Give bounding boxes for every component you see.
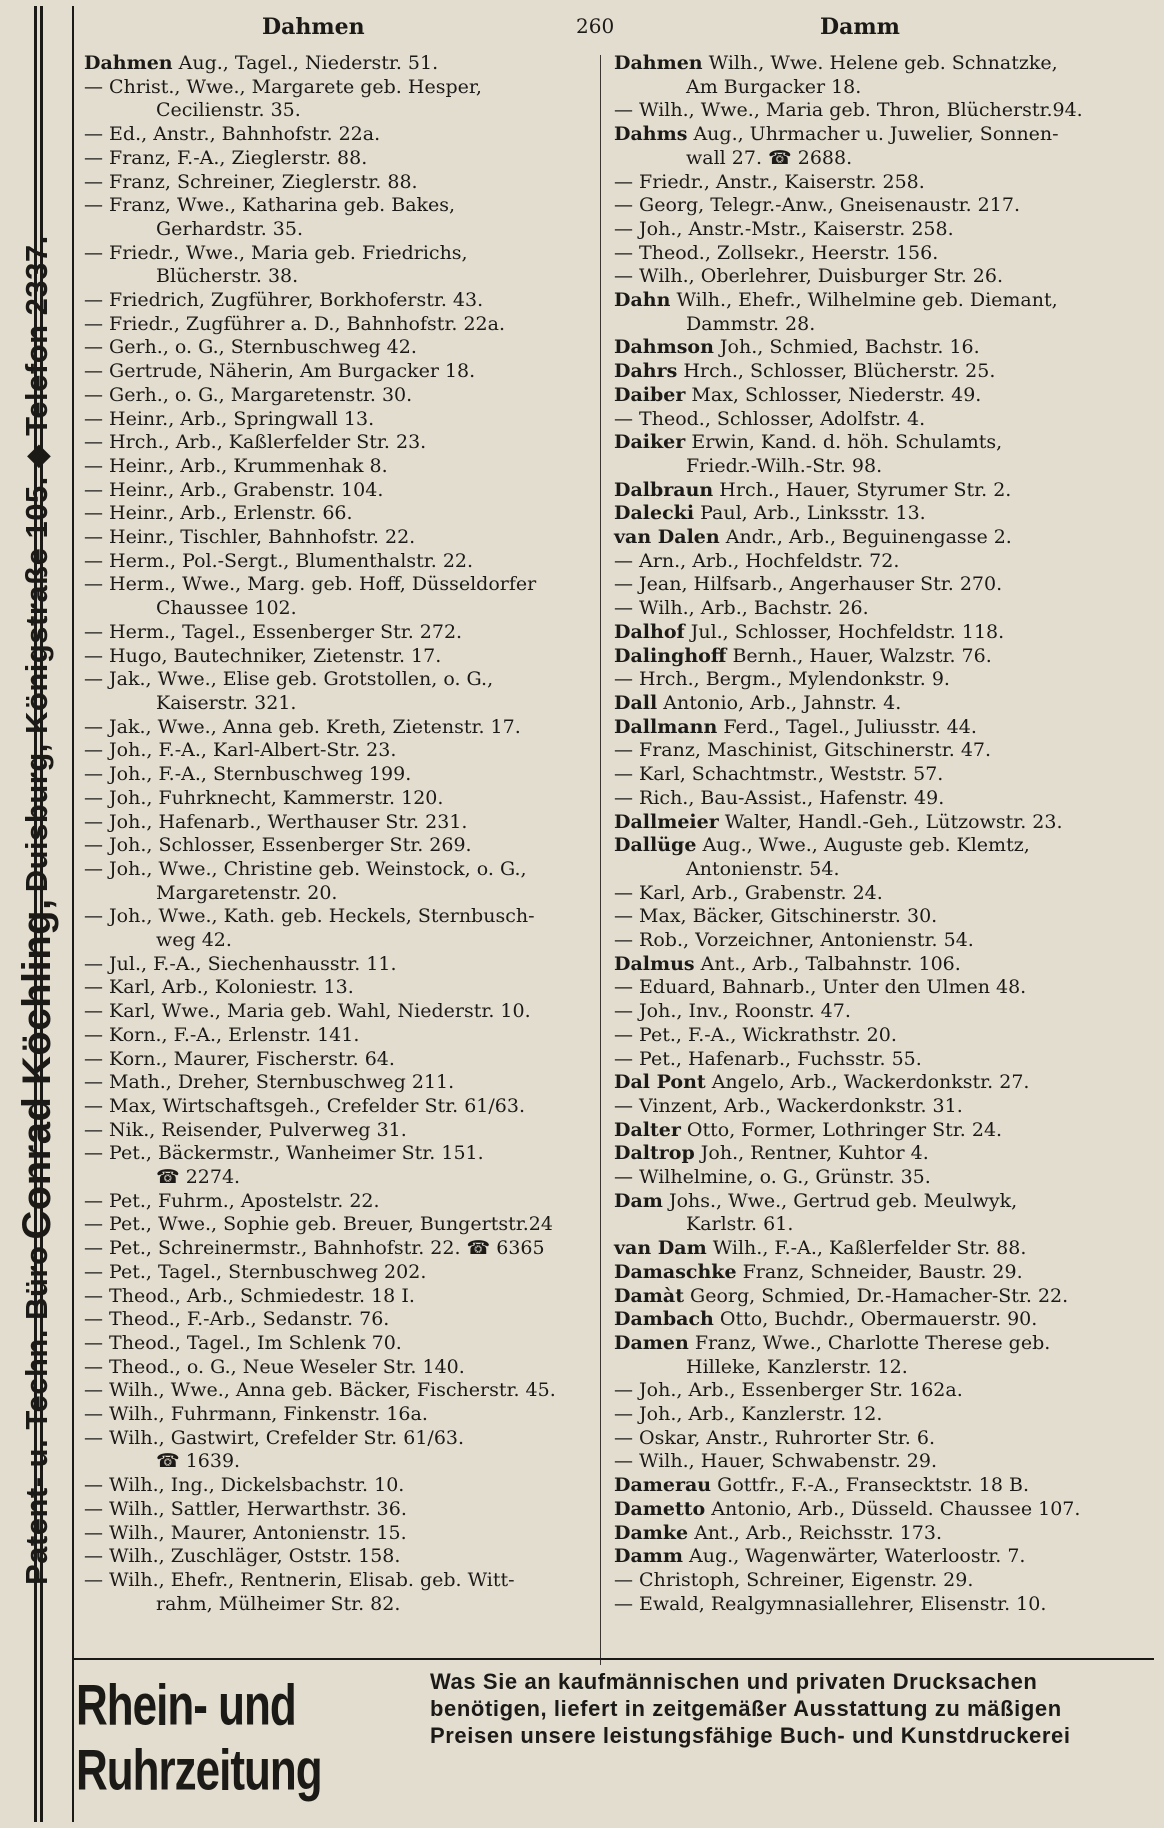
- entry-continuation: Gerhardstr. 35.: [156, 217, 303, 240]
- directory-entry: [84, 1119, 584, 1143]
- page-number: 260: [576, 14, 615, 38]
- entry-line: — Pet., Bäckermstr., Wanheimer Str. 151.: [84, 1142, 484, 1165]
- directory-entry: [84, 194, 584, 241]
- entry-line: Dalhof Jul., Schlosser, Hochfeldstr. 118.: [614, 620, 1005, 643]
- directory-entry: [614, 1569, 1154, 1593]
- directory-entry: [614, 929, 1154, 953]
- entry-line: Dahn Wilh., Ehefr., Wilhelmine geb. Diemant,: [614, 289, 1058, 312]
- directory-entry: [84, 147, 584, 171]
- entry-line: — Hrch., Arb., Kaßlerfelder Str. 23.: [84, 431, 427, 454]
- directory-entry: [84, 384, 584, 408]
- directory-entry: [614, 1522, 1154, 1546]
- directory-entry: [614, 479, 1154, 503]
- entry-line: van Dam Wilh., F.-A., Kaßlerfelder Str. 88.: [614, 1237, 1027, 1260]
- directory-entry: [84, 1379, 584, 1403]
- entry-line: — Wilh., Ehefr., Rentnerin, Elisab. geb. Witt-: [84, 1569, 515, 1591]
- entry-line: — Christoph, Schreiner, Eigenstr. 29.: [614, 1569, 974, 1591]
- entry-line: Daiber Max, Schlosser, Niederstr. 49.: [614, 383, 982, 406]
- entry-line: Damen Franz, Wwe., Charlotte Therese geb.: [614, 1331, 1051, 1354]
- entry-line: — Joh., Inv., Roonstr. 47.: [614, 1000, 851, 1023]
- directory-entry: [84, 479, 584, 503]
- entry-line: — Joh., Fuhrknecht, Kammerstr. 120.: [84, 786, 444, 809]
- directory-entry: [614, 336, 1154, 360]
- entry-line: — Jak., Wwe., Elise geb. Grotstollen, o. G.,: [84, 668, 494, 691]
- directory-entry: [614, 218, 1154, 242]
- directory-entry: [84, 811, 584, 835]
- directory-entry: [84, 645, 584, 669]
- directory-entry: [614, 1142, 1154, 1166]
- side-advertisement: [0, 0, 76, 1828]
- directory-entry: [84, 336, 584, 360]
- directory-entry: [84, 1285, 584, 1309]
- entry-line: Dallmeier Walter, Handl.-Geh., Lützowstr. 23.: [614, 810, 1063, 833]
- entry-line: — Joh., Wwe., Kath. geb. Heckels, Sternbusch-: [84, 905, 535, 928]
- entry-line: — Franz, Maschinist, Gitschinerstr. 47.: [614, 739, 992, 762]
- entry-line: Dahms Aug., Uhrmacher u. Juwelier, Sonnen-: [614, 123, 1059, 146]
- entry-line: — Wilh., Wwe., Anna geb. Bäcker, Fischerstr. 45.: [84, 1379, 556, 1402]
- entry-continuation: Cecilienstr. 35.: [156, 99, 301, 122]
- entry-line: — Pet., Fuhrm., Apostelstr. 22.: [84, 1189, 380, 1212]
- directory-entry: [84, 1427, 584, 1474]
- newspaper-logo: Rhein- und Ruhrzeitung: [76, 1674, 322, 1803]
- entry-line: Dametto Antonio, Arb., Düsseld. Chaussee 107.: [614, 1497, 1081, 1520]
- entry-continuation: Dammstr. 28.: [686, 312, 816, 335]
- directory-entry: [84, 1498, 584, 1522]
- entry-line: Daltrop Joh., Rentner, Kuhtor 4.: [614, 1142, 929, 1165]
- entry-line: Damke Ant., Arb., Reichsstr. 173.: [614, 1521, 943, 1544]
- directory-entry: [614, 597, 1154, 621]
- entry-line: — Eduard, Bahnarb., Unter den Ulmen 48.: [614, 976, 1027, 999]
- directory-entry: [84, 834, 584, 858]
- left-column: [84, 52, 584, 1616]
- directory-entry: [84, 1545, 584, 1569]
- directory-entry: [614, 384, 1154, 408]
- directory-entry: [84, 360, 584, 384]
- entry-line: Dalmus Ant., Arb., Talbahnstr. 106.: [614, 952, 961, 975]
- side-ad-address: Duisburg, Königstraße 105.: [19, 476, 54, 893]
- entry-line: — Friedr., Anstr., Kaiserstr. 258.: [614, 170, 925, 193]
- entry-continuation: ☎ 2274.: [156, 1166, 241, 1189]
- entry-line: — Heinr., Arb., Erlenstr. 66.: [84, 502, 353, 525]
- directory-entry: [84, 668, 584, 715]
- directory-entry: [84, 953, 584, 977]
- entry-line: — Pet., F.-A., Wickrathstr. 20.: [614, 1023, 897, 1046]
- entry-line: Dalter Otto, Former, Lothringer Str. 24.: [614, 1118, 1003, 1141]
- entry-line: Dambach Otto, Buchdr., Obermauerstr. 90.: [614, 1308, 1038, 1331]
- entry-line: — Wilh., Hauer, Schwabenstr. 29.: [614, 1450, 937, 1473]
- directory-entry: [614, 692, 1154, 716]
- entry-line: — Herm., Pol.-Sergt., Blumenthalstr. 22.: [84, 549, 474, 572]
- entry-line: — Rob., Vorzeichner, Antonienstr. 54.: [614, 929, 974, 952]
- directory-entry: [614, 1450, 1154, 1474]
- entry-line: — Theod., Zollsekr., Heerstr. 156.: [614, 241, 939, 264]
- directory-entry: [614, 1427, 1154, 1451]
- entry-line: — Gerh., o. G., Margaretenstr. 30.: [84, 383, 413, 406]
- entry-line: — Ed., Anstr., Bahnhofstr. 22a.: [84, 123, 381, 146]
- directory-entry: [614, 289, 1154, 336]
- entry-line: — Heinr., Arb., Springwall 13.: [84, 407, 375, 430]
- bottom-ad-line: Was Sie an kaufmännischen und privaten Drucksachen: [430, 1669, 1038, 1694]
- entry-continuation: rahm, Mülheimer Str. 82.: [156, 1592, 401, 1615]
- entry-continuation: Blücherstr. 38.: [156, 265, 299, 288]
- directory-entry: [614, 431, 1154, 478]
- entry-line: Daiker Erwin, Kand. d. höh. Schulamts,: [614, 431, 1003, 454]
- entry-line: — Wilh., Gastwirt, Crefelder Str. 61/63.: [84, 1426, 465, 1449]
- entry-line: — Joh., Hafenarb., Werthauser Str. 231.: [84, 810, 468, 833]
- directory-entry: [614, 550, 1154, 574]
- entry-line: — Math., Dreher, Sternbuschweg 211.: [84, 1071, 455, 1094]
- entry-line: — Oskar, Anstr., Ruhrorter Str. 6.: [614, 1426, 935, 1449]
- directory-entry: [614, 953, 1154, 977]
- entry-line: — Joh., Arb., Essenberger Str. 162a.: [614, 1379, 963, 1402]
- directory-entry: [84, 621, 584, 645]
- side-ad-separator: ◆: [19, 443, 54, 469]
- entry-line: — Herm., Wwe., Marg. geb. Hoff, Düsseldorfer: [84, 573, 537, 596]
- directory-entry: [84, 1308, 584, 1332]
- entry-line: — Joh., Schlosser, Essenberger Str. 269.: [84, 834, 472, 857]
- directory-entry: [84, 1474, 584, 1498]
- directory-entry: [614, 194, 1154, 218]
- entry-continuation: Am Burgacker 18.: [686, 75, 862, 98]
- entry-line: Dam Johs., Wwe., Gertrud geb. Meulwyk,: [614, 1189, 1018, 1212]
- entry-line: — Karl, Arb., Grabenstr. 24.: [614, 881, 883, 904]
- directory-entry: [614, 1071, 1154, 1095]
- directory-entry: [614, 668, 1154, 692]
- entry-line: — Gerh., o. G., Sternbuschweg 42.: [84, 336, 417, 359]
- entry-line: — Joh., F.-A., Sternbuschweg 199.: [84, 763, 412, 786]
- entry-line: — Pet., Wwe., Sophie geb. Breuer, Bungertstr.24: [84, 1213, 553, 1236]
- entry-line: — Hrch., Bergm., Mylendonkstr. 9.: [614, 668, 950, 691]
- directory-entry: [84, 455, 584, 479]
- entry-line: — Theod., F.-Arb., Sedanstr. 76.: [84, 1308, 390, 1331]
- directory-entry: [84, 1048, 584, 1072]
- entry-line: — Rich., Bau-Assist., Hafenstr. 49.: [614, 786, 945, 809]
- entry-line: Dall Antonio, Arb., Jahnstr. 4.: [614, 691, 902, 714]
- entry-line: — Jul., F.-A., Siechenhausstr. 11.: [84, 952, 397, 975]
- directory-entry: [84, 858, 584, 905]
- directory-entry: [614, 1024, 1154, 1048]
- directory-entry: [614, 573, 1154, 597]
- directory-entry: [84, 1261, 584, 1285]
- directory-entry: [614, 834, 1154, 881]
- entry-line: Damaschke Franz, Schneider, Baustr. 29.: [614, 1260, 1023, 1283]
- entry-line: — Georg, Telegr.-Anw., Gneisenaustr. 217.: [614, 194, 1020, 217]
- entry-continuation: Kaiserstr. 321.: [156, 691, 297, 714]
- bottom-advertisement: [76, 1668, 1156, 1818]
- entry-line: — Wilh., Zuschläger, Oststr. 158.: [84, 1545, 401, 1568]
- side-ad-prefix: Patent- u. Techn. Büro: [19, 1245, 54, 1585]
- entry-line: Damerau Gottfr., F.-A., Fransecktstr. 18 B.: [614, 1474, 1030, 1497]
- directory-entry: [84, 1095, 584, 1119]
- entry-line: — Korn., F.-A., Erlenstr. 141.: [84, 1023, 360, 1046]
- entry-line: — Heinr., Tischler, Bahnhofstr. 22.: [84, 526, 416, 549]
- header-right-keyword: Damm: [820, 14, 900, 40]
- directory-entry: [84, 1522, 584, 1546]
- directory-entry: [84, 502, 584, 526]
- entry-line: — Karl, Schachtmstr., Weststr. 57.: [614, 763, 944, 786]
- entry-line: — Wilh., Ing., Dickelsbachstr. 10.: [84, 1474, 405, 1497]
- entry-line: — Joh., Wwe., Christine geb. Weinstock, o. G.,: [84, 857, 527, 880]
- directory-entry: [84, 550, 584, 574]
- directory-entry: [84, 526, 584, 550]
- entry-line: — Franz, F.-A., Zieglerstr. 88.: [84, 146, 368, 169]
- entry-line: Dallmann Ferd., Tagel., Juliusstr. 44.: [614, 715, 977, 738]
- entry-line: Dal Pont Angelo, Arb., Wackerdonkstr. 27.: [614, 1071, 1030, 1094]
- entry-continuation: Friedr.-Wilh.-Str. 98.: [686, 454, 883, 477]
- side-ad-name: Conrad Köchling,: [14, 898, 59, 1240]
- directory-entry: [614, 1332, 1154, 1379]
- entry-line: — Wilh., Sattler, Herwarthstr. 36.: [84, 1497, 407, 1520]
- entry-line: — Max, Bäcker, Gitschinerstr. 30.: [614, 905, 938, 928]
- directory-entry: [84, 431, 584, 455]
- bottom-ad-line: benötigen, liefert in zeitgemäßer Ausstattung zu mäßigen: [430, 1696, 1062, 1721]
- entry-line: — Nik., Reisender, Pulverweg 31.: [84, 1118, 407, 1141]
- bottom-ad-line: Preisen unsere leistungsfähige Buch- und Kunstdruckerei: [430, 1723, 1071, 1748]
- directory-entry: [84, 1190, 584, 1214]
- directory-entry: [614, 976, 1154, 1000]
- directory-entry: [84, 1142, 584, 1189]
- entry-line: Dalinghoff Bernh., Hauer, Walzstr. 76.: [614, 644, 992, 667]
- entry-line: — Karl, Wwe., Maria geb. Wahl, Niederstr. 10.: [84, 1000, 531, 1023]
- directory-entry: [614, 739, 1154, 763]
- entry-line: — Theod., Arb., Schmiedestr. 18 I.: [84, 1284, 415, 1307]
- entry-continuation: wall 27. ☎ 2688.: [686, 146, 853, 169]
- entry-line: — Wilh., Fuhrmann, Finkenstr. 16a.: [84, 1403, 428, 1426]
- directory-entry: [614, 526, 1154, 550]
- bottom-ad-text: [430, 1668, 1164, 1749]
- directory-entry: [84, 1024, 584, 1048]
- entry-continuation: Chaussee 102.: [156, 597, 297, 620]
- entry-line: Dahrs Hrch., Schlosser, Blücherstr. 25.: [614, 360, 996, 383]
- directory-entry: [84, 408, 584, 432]
- directory-entry: [614, 1048, 1154, 1072]
- directory-entry: [614, 1285, 1154, 1309]
- entry-line: — Wilh., Arb., Bachstr. 26.: [614, 597, 869, 620]
- directory-entry: [614, 1379, 1154, 1403]
- entry-line: — Herm., Tagel., Essenberger Str. 272.: [84, 620, 463, 643]
- directory-entry: [614, 1474, 1154, 1498]
- directory-entry: [614, 621, 1154, 645]
- entry-line: Dahmson Joh., Schmied, Bachstr. 16.: [614, 336, 980, 359]
- directory-entry: [84, 1356, 584, 1380]
- entry-line: — Wilh., Wwe., Maria geb. Thron, Blücherstr.94.: [614, 99, 1083, 122]
- directory-entry: [84, 1071, 584, 1095]
- entry-line: — Franz, Schreiner, Zieglerstr. 88.: [84, 170, 418, 193]
- entry-line: — Joh., F.-A., Karl-Albert-Str. 23.: [84, 739, 397, 762]
- entry-line: Dahmen Aug., Tagel., Niederstr. 51.: [84, 52, 439, 74]
- directory-entry: [84, 313, 584, 337]
- side-ad-text: [2, 85, 72, 1585]
- entry-line: — Heinr., Arb., Grabenstr. 104.: [84, 478, 384, 501]
- directory-entry: [614, 123, 1154, 170]
- directory-entry: [614, 1166, 1154, 1190]
- entry-continuation: Karlstr. 61.: [686, 1213, 794, 1236]
- entry-line: — Wilh., Oberlehrer, Duisburger Str. 26.: [614, 265, 1004, 288]
- directory-entry: [614, 811, 1154, 835]
- entry-line: — Friedr., Wwe., Maria geb. Friedrichs,: [84, 241, 468, 264]
- directory-entry: [614, 360, 1154, 384]
- entry-line: — Friedr., Zugführer a. D., Bahnhofstr. 22a.: [84, 312, 506, 335]
- entry-line: Damm Aug., Wagenwärter, Waterloostr. 7.: [614, 1545, 1026, 1568]
- directory-entry: [614, 787, 1154, 811]
- entry-line: — Vinzent, Arb., Wackerdonkstr. 31.: [614, 1094, 963, 1117]
- entry-line: — Korn., Maurer, Fischerstr. 64.: [84, 1047, 395, 1070]
- entry-line: — Heinr., Arb., Krummenhak 8.: [84, 454, 388, 477]
- entry-line: — Max, Wirtschaftsgeh., Crefelder Str. 61/63.: [84, 1094, 526, 1117]
- directory-entry: [614, 242, 1154, 266]
- header-left-keyword: Dahmen: [262, 14, 365, 40]
- entry-line: — Pet., Tagel., Sternbuschweg 202.: [84, 1260, 427, 1283]
- directory-entry: [84, 1403, 584, 1427]
- entry-continuation: Margaretenstr. 20.: [156, 881, 338, 904]
- entry-line: — Joh., Arb., Kanzlerstr. 12.: [614, 1403, 883, 1426]
- directory-entry: [84, 1000, 584, 1024]
- directory-entry: [614, 1403, 1154, 1427]
- right-column: [614, 52, 1154, 1616]
- entry-continuation: weg 42.: [156, 929, 232, 952]
- directory-entry: [84, 763, 584, 787]
- directory-entry: [84, 242, 584, 289]
- directory-entry: [614, 1119, 1154, 1143]
- directory-entry: [614, 99, 1154, 123]
- entry-line: — Theod., Tagel., Im Schlenk 70.: [84, 1331, 402, 1354]
- directory-entry: [614, 1545, 1154, 1569]
- entry-continuation: Hilleke, Kanzlerstr. 12.: [686, 1355, 908, 1378]
- directory-entry: [84, 76, 584, 123]
- directory-entry: [614, 1593, 1154, 1617]
- directory-entry: [614, 1190, 1154, 1237]
- directory-entry: [614, 645, 1154, 669]
- entry-line: Damàt Georg, Schmied, Dr.-Hamacher-Str. 22.: [614, 1284, 1069, 1307]
- directory-entry: [84, 289, 584, 313]
- directory-entry: [84, 739, 584, 763]
- directory-entry: [84, 52, 584, 76]
- entry-continuation: ☎ 1639.: [156, 1450, 241, 1473]
- entry-line: — Franz, Wwe., Katharina geb. Bakes,: [84, 194, 456, 217]
- directory-entry: [614, 1237, 1154, 1261]
- directory-entry: [614, 763, 1154, 787]
- entry-line: — Pet., Hafenarb., Fuchsstr. 55.: [614, 1047, 922, 1070]
- directory-entry: [84, 123, 584, 147]
- directory-entry: [614, 716, 1154, 740]
- directory-entry: [84, 1569, 584, 1616]
- entry-line: Dahmen Wilh., Wwe. Helene geb. Schnatzke,: [614, 52, 1058, 74]
- entry-line: — Friedrich, Zugführer, Borkhoferstr. 43.: [84, 289, 484, 312]
- directory-entry: [614, 1000, 1154, 1024]
- entry-line: Dalbraun Hrch., Hauer, Styrumer Str. 2.: [614, 478, 1012, 501]
- directory-entry: [614, 1498, 1154, 1522]
- directory-entry: [84, 716, 584, 740]
- directory-entry: [614, 502, 1154, 526]
- entry-line: — Pet., Schreinermstr., Bahnhofstr. 22. ☎ 6365: [84, 1237, 545, 1260]
- entry-line: Dallüge Aug., Wwe., Auguste geb. Klemtz,: [614, 834, 1030, 857]
- entry-line: — Jean, Hilfsarb., Angerhauser Str. 270.: [614, 573, 1003, 596]
- directory-entry: [84, 976, 584, 1000]
- directory-entry: [614, 1095, 1154, 1119]
- directory-entry: [84, 171, 584, 195]
- entry-line: — Jak., Wwe., Anna geb. Kreth, Zietenstr. 17.: [84, 715, 521, 738]
- bottom-rule: [74, 1658, 1154, 1660]
- directory-entry: [614, 408, 1154, 432]
- entry-line: — Joh., Anstr.-Mstr., Kaiserstr. 258.: [614, 217, 954, 240]
- side-rule: [72, 6, 74, 1822]
- side-ad-phone: Telefon 2337.: [19, 235, 54, 436]
- entry-line: — Wilh., Maurer, Antonienstr. 15.: [84, 1521, 407, 1544]
- entry-line: — Arn., Arb., Hochfeldstr. 72.: [614, 549, 900, 572]
- directory-entry: [614, 171, 1154, 195]
- entry-line: — Hugo, Bautechniker, Zietenstr. 17.: [84, 644, 442, 667]
- directory-entry: [84, 1213, 584, 1237]
- directory-entry: [84, 1237, 584, 1261]
- directory-entry: [84, 905, 584, 952]
- entry-line: — Karl, Arb., Koloniestr. 13.: [84, 976, 354, 999]
- entry-line: — Ewald, Realgymnasiallehrer, Elisenstr. 10.: [614, 1592, 1047, 1615]
- entry-line: — Gertrude, Näherin, Am Burgacker 18.: [84, 360, 476, 383]
- directory-entry: [614, 265, 1154, 289]
- directory-entry: [614, 1308, 1154, 1332]
- entry-line: — Theod., o. G., Neue Weseler Str. 140.: [84, 1355, 465, 1378]
- entry-line: Dalecki Paul, Arb., Linksstr. 13.: [614, 502, 926, 525]
- entry-continuation: Antonienstr. 54.: [686, 857, 840, 880]
- directory-entry: [614, 882, 1154, 906]
- column-divider: [600, 55, 601, 1665]
- entry-line: — Theod., Schlosser, Adolfstr. 4.: [614, 407, 926, 430]
- directory-entry: [84, 1332, 584, 1356]
- directory-entry: [614, 52, 1154, 99]
- entry-line: — Christ., Wwe., Margarete geb. Hesper,: [84, 75, 482, 98]
- directory-entry: [84, 787, 584, 811]
- directory-entry: [614, 1261, 1154, 1285]
- entry-line: van Dalen Andr., Arb., Beguinengasse 2.: [614, 526, 1012, 549]
- directory-entry: [84, 573, 584, 620]
- entry-line: — Wilhelmine, o. G., Grünstr. 35.: [614, 1166, 931, 1189]
- directory-entry: [614, 905, 1154, 929]
